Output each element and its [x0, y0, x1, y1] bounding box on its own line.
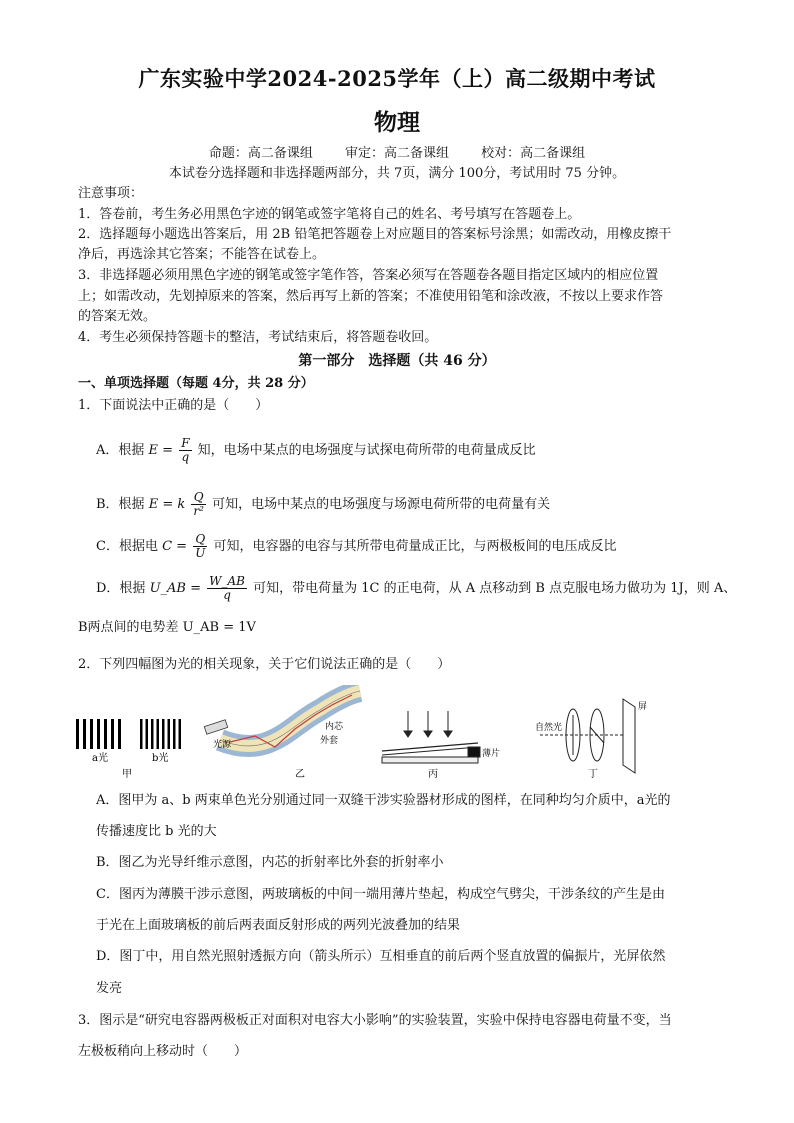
fig-yi-cladding: 外套 [320, 736, 339, 746]
q1-d-pre: D．根据 [96, 581, 146, 596]
q1-c-den: U [195, 546, 206, 560]
fig-ding-caption: 丁 [588, 769, 598, 780]
fig-bing-thin-sheet: 薄片 [482, 749, 501, 759]
q2-option-c-line2: 于光在上面玻璃板的前后两表面反射形成的两列光波叠加的结果 [96, 918, 461, 933]
q1-stem: 1．下面说法中正确的是（ ） [78, 398, 269, 413]
q1-a-den: q [181, 450, 190, 464]
q1-a-formula-lhs: E = [148, 443, 174, 458]
q1-option-b [96, 491, 550, 518]
part-heading: 第一部分 选择题（共 46 分） [298, 353, 496, 369]
q2-option-a-line2: 传播速度比 b 光的大 [96, 824, 217, 839]
q1-c-formula-lhs: C = [162, 539, 188, 554]
fig-jia-b-label: b光 [152, 753, 169, 764]
reviewer: 审定：高二备课组 [344, 146, 449, 161]
q1-b-formula-lhs: E = k [148, 497, 186, 512]
q1-c-num: Q [193, 533, 207, 547]
q2-option-a-line1: A．图甲为 a、b 两束单色光分别通过同一双缝干涉实验器材形成的图样，在同种均匀介质中，a光的 [96, 793, 671, 808]
q1-a-num: F [181, 436, 190, 450]
fig-jia-a-label: a光 [92, 753, 108, 764]
staff-line [0, 142, 794, 161]
fig-jia-b-fringes [140, 719, 181, 749]
q2-figures [70, 685, 720, 785]
fig-bing-caption: 丙 [428, 769, 438, 780]
q1-b-post: 可知，电场中某点的电场强度与场源电荷所带的电荷量有关 [212, 497, 551, 512]
q1-d-formula-lhs: U_AB = [149, 581, 202, 596]
fig-ding-natural-light: 自然光 [535, 723, 563, 733]
q1-a-post: 知，电场中某点的电场强度与试探电荷所带的电荷量成反比 [197, 443, 536, 458]
q1-b-num: Q [191, 491, 206, 505]
note-2-line2: 净后，再选涂其它答案；不能答在试卷上。 [78, 247, 326, 262]
q1-a-pre: A．根据 [96, 443, 145, 458]
q1-c-fraction [193, 533, 207, 560]
note-4: 4．考生必须保持答题卡的整洁，考试结束后，将答题卷收回。 [78, 330, 438, 345]
q1-d-fraction [207, 575, 247, 602]
q1-b-den: r² [193, 504, 204, 518]
q1-option-d [96, 575, 736, 602]
q3-line1: 3．图示是“研究电容器两极板正对面积对电容大小影响”的实验装置，实验中保持电容器电荷量不变，当 [78, 1013, 672, 1028]
q3-line2: 左极板稍向上移动时（ ） [78, 1044, 248, 1059]
fig-ding-screen: 屏 [638, 702, 648, 712]
q2-option-b: B．图乙为光导纤维示意图，内芯的折射率比外套的折射率小 [96, 855, 444, 870]
exam-info: 本试卷分选择题和非选择题两部分，共 7页，满分 100分，考试用时 75 分钟。 [168, 166, 626, 181]
q2-option-c-line1: C．图丙为薄膜干涉示意图，两玻璃板的中间一端用薄片垫起，构成空气劈尖，干涉条纹的产生是由 [96, 887, 665, 902]
fig-ding-polarizers [540, 699, 635, 773]
notes-heading: 注意事项： [78, 186, 144, 201]
proofreader: 校对：高二备课组 [481, 146, 586, 161]
q1-option-d-line2: B两点间的电势差 U_AB = 1V [78, 620, 256, 635]
q1-d-num: W_AB [209, 574, 245, 588]
q1-option-a [96, 437, 536, 464]
q1-b-pre: B．根据 [96, 497, 145, 512]
q1-d-den: q [223, 588, 231, 602]
exam-title: 广东实验中学2024-2025学年（上）高二级期中考试 [138, 66, 656, 91]
subject-title: 物理 [374, 109, 420, 136]
q2-option-d-line1: D．图丁中，用自然光照射透振方向（箭头所示）互相垂直的前后两个竖直放置的偏振片，光屏依然 [96, 949, 666, 964]
note-3-line3: 的答案无效。 [78, 309, 157, 324]
q1-option-c [96, 533, 617, 560]
fig-yi-light-source: 光源 [213, 740, 232, 750]
section-heading: 一、单项选择题（每题 4分，共 28 分） [78, 376, 314, 391]
fig-yi-caption: 乙 [295, 769, 305, 780]
q1-c-pre: C．根据电 [96, 539, 158, 554]
fig-yi-core: 内芯 [325, 722, 344, 732]
q2-option-d-line2: 发亮 [96, 981, 123, 996]
fig-jia-caption: 甲 [122, 769, 132, 780]
q1-d-post: 可知，带电荷量为 1C 的正电荷，从 A 点移动到 B 点克服电场力做功为 1J，则 A、 [253, 581, 737, 596]
q1-c-post: 可知，电容器的电容与其所带电荷量成正比，与两极板间的电压成反比 [213, 539, 617, 554]
note-3-line1: 3．非选择题必须用黑色字迹的钢笔或签字笔作答，答案必须写在答题卷各题目指定区域内的相应位置 [78, 268, 659, 283]
fig-jia-a-fringes [76, 719, 121, 749]
note-2-line1: 2．选择题每小题选出答案后，用 2B 铅笔把答题卷上对应题目的答案标号涂黑；如需改动，用橡皮擦干 [78, 227, 672, 242]
fig-bing-wedge [382, 711, 480, 763]
note-1: 1．答卷前，考生务必用黑色字迹的钢笔或签字笔将自己的姓名、考号填写在答题卷上。 [78, 207, 581, 222]
note-3-line2: 上；如需改动，先划掉原来的答案，然后再写上新的答案；不准使用铅笔和涂改液，不按以上要求作答 [78, 289, 664, 304]
q1-b-fraction [191, 491, 206, 518]
setter: 命题：高二备课组 [208, 146, 313, 161]
q2-stem: 2．下列四幅图为光的相关现象，关于它们说法正确的是（ ） [78, 657, 451, 672]
q1-a-fraction [179, 437, 191, 464]
